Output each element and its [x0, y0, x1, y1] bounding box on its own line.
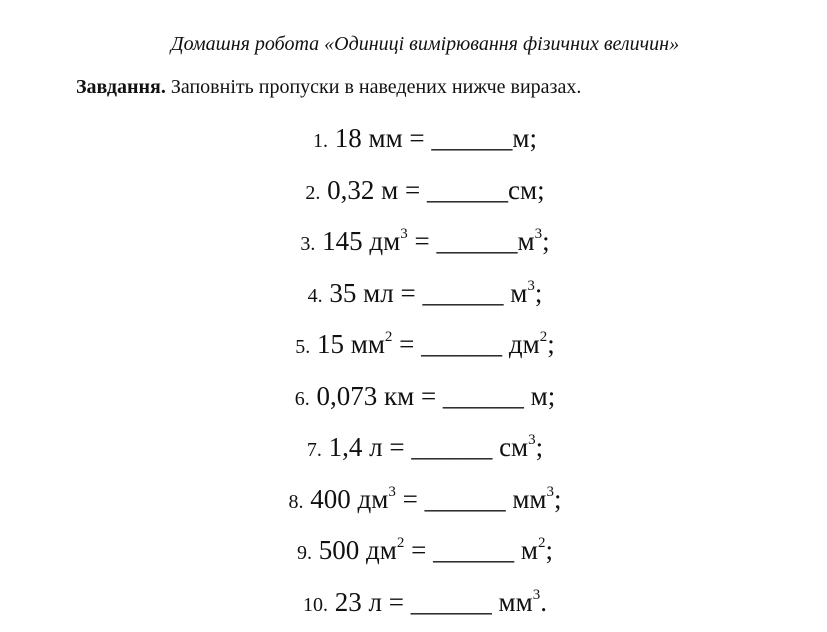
equals-sign: =	[400, 277, 416, 308]
exercise-1	[0, 116, 827, 168]
target-exponent: 3	[527, 277, 535, 294]
exercise-number: 9.	[297, 542, 313, 564]
exercise-number: 4.	[307, 284, 323, 307]
answer-blank: ______	[436, 226, 518, 256]
task-instruction	[76, 73, 581, 101]
answer-blank: ______	[424, 483, 506, 514]
exercise-5	[0, 322, 827, 374]
equals-sign: =	[399, 329, 415, 359]
answer-blank: ______	[431, 123, 513, 153]
value-exponent: 2	[384, 329, 393, 345]
target-unit: м	[510, 277, 528, 308]
exercise-value: 18 мм	[334, 123, 403, 153]
answer-blank: ______	[426, 174, 508, 205]
exercise-3	[0, 219, 827, 271]
exercise-10	[0, 580, 827, 632]
exercise-number: 2.	[305, 181, 321, 204]
exercise-9	[0, 528, 827, 580]
exercise-value: 35 мл	[329, 277, 394, 308]
end-punctuation: ;	[534, 277, 543, 308]
end-punctuation: ;	[547, 329, 555, 359]
target-exponent: 3	[546, 483, 554, 500]
exercise-7	[0, 425, 827, 477]
value-exponent: 3	[400, 226, 408, 242]
exercise-number: 7.	[306, 439, 322, 461]
exercise-value: 1,4 л	[328, 432, 383, 462]
exercise-value: 500 дм	[318, 535, 397, 565]
exercise-number: 8.	[288, 490, 304, 513]
target-unit: м	[530, 380, 548, 411]
exercise-value: 145 дм	[322, 226, 401, 256]
equals-sign: =	[388, 586, 405, 617]
equals-sign: =	[405, 174, 421, 205]
target-unit: дм	[508, 329, 540, 359]
exercise-value: 15 мм	[317, 329, 385, 359]
end-punctuation: ;	[535, 432, 544, 462]
value-exponent: 3	[388, 483, 396, 500]
document-title: Домашня робота «Одиниці вимірювання фізичних величин»	[170, 33, 680, 55]
target-exponent: 2	[539, 329, 548, 345]
answer-blank: ______	[410, 586, 492, 617]
equals-sign: =	[402, 483, 418, 514]
answer-blank: ______	[421, 329, 503, 359]
exercise-4	[0, 271, 827, 323]
exercise-number: 1.	[312, 130, 328, 152]
target-unit: мм	[512, 483, 547, 514]
exercise-value: 0,073 км	[316, 380, 415, 411]
answer-blank: ______	[422, 277, 504, 308]
exercise-value: 23 л	[334, 586, 383, 617]
equals-sign: =	[411, 535, 427, 565]
target-unit: м	[520, 535, 538, 565]
end-punctuation: ;	[529, 123, 537, 153]
exercise-6	[0, 374, 827, 426]
exercise-number: 6.	[294, 387, 310, 410]
exercise-number: 10.	[303, 593, 329, 616]
target-exponent: 3	[532, 586, 541, 603]
end-punctuation: ;	[537, 174, 545, 205]
equals-sign: =	[409, 123, 425, 153]
target-exponent: 3	[534, 226, 543, 242]
end-punctuation: ;	[553, 483, 562, 514]
equals-sign: =	[420, 380, 437, 411]
equals-sign: =	[389, 432, 405, 462]
answer-blank: ______	[411, 432, 493, 462]
value-exponent: 2	[396, 535, 405, 551]
target-unit: м	[517, 226, 535, 256]
exercise-number: 5.	[295, 336, 311, 358]
target-unit: см	[499, 432, 529, 462]
target-exponent: 2	[537, 535, 546, 551]
task-text: Заповніть пропуски в наведених нижче виразах.	[170, 76, 582, 98]
equals-sign: =	[414, 226, 430, 256]
end-punctuation: ;	[547, 380, 556, 411]
end-punctuation: .	[540, 586, 547, 617]
target-exponent: 3	[528, 432, 536, 448]
exercise-value: 400 дм	[310, 483, 389, 514]
exercise-2	[0, 168, 827, 220]
exercise-value: 0,32 м	[327, 174, 399, 205]
end-punctuation: ;	[545, 535, 553, 565]
end-punctuation: ;	[542, 226, 550, 256]
exercise-number: 3.	[300, 233, 316, 255]
answer-blank: ______	[442, 380, 524, 411]
answer-blank: ______	[433, 535, 515, 565]
target-unit: мм	[498, 586, 533, 617]
target-unit: см	[507, 174, 538, 205]
task-label: Завдання.	[76, 76, 166, 98]
target-unit: м	[512, 123, 530, 153]
exercise-8	[0, 477, 827, 529]
exercise-list	[0, 116, 827, 631]
